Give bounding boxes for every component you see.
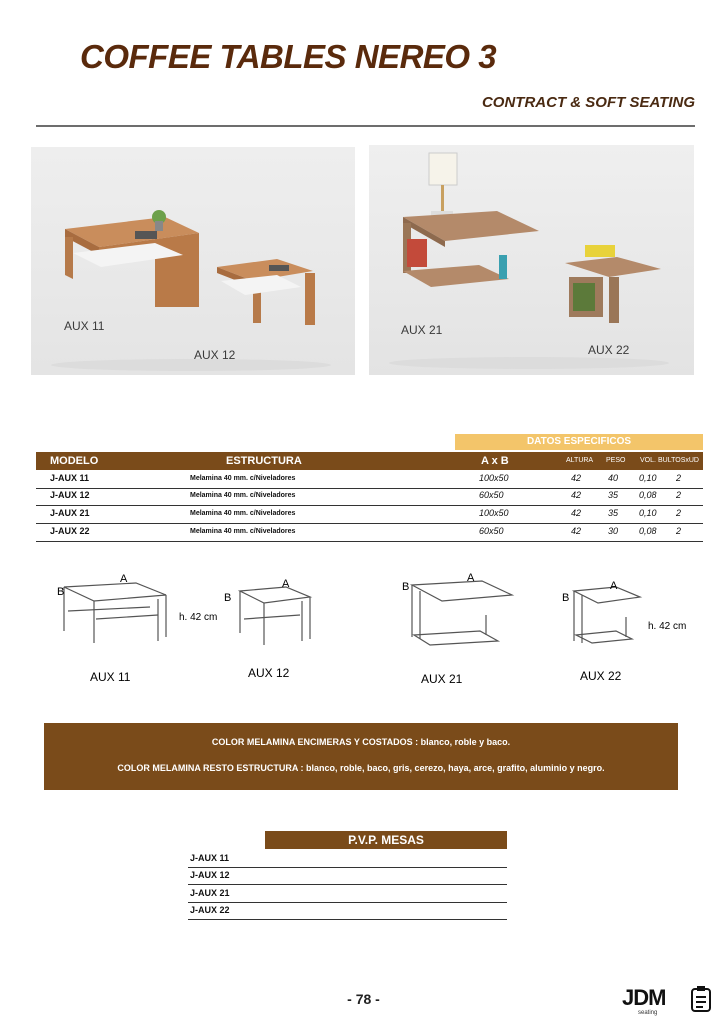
cell-bultos: 2 [676,473,682,483]
cell-bultos: 2 [676,508,682,518]
header-divider [36,125,695,127]
drawing-label: AUX 11 [90,670,131,684]
datos-especificos-header: DATOS ESPECIFICOS [455,434,703,450]
pvp-model: J-AUX 12 [190,870,230,880]
col-vol: VOL. [640,457,656,464]
dim-letter-b: B [562,592,570,604]
cell-ab: 100x50 [479,473,509,483]
pvp-model: J-AUX 11 [190,853,230,863]
drawing-label: AUX 21 [421,672,463,686]
photo-label-aux22: AUX 22 [588,343,630,357]
cell-vol: 0,10 [639,508,657,518]
color-line-encimeras: COLOR MELAMINA ENCIMERAS Y COSTADOS : blanco, roble y baco. [211,737,511,747]
cell-bultos: 2 [676,526,682,536]
cell-peso: 35 [608,490,619,500]
dim-letter-a: A [610,580,618,592]
table-row [36,524,703,542]
table-row [188,902,507,920]
color-options-box [44,723,678,790]
height-note: h. 42 cm [648,621,687,632]
clipboard-icon [690,985,714,1015]
product-photo-aux21-aux22 [369,145,694,375]
dim-letter-b: B [57,586,65,598]
cell-estructura: Melamina 40 mm. c/Niveladores [190,475,296,482]
drawing-label: AUX 12 [248,666,290,680]
dim-letter-a: A [282,578,290,590]
cell-vol: 0,08 [639,490,657,500]
dim-letter-a: A [120,573,128,585]
cell-modelo: J-AUX 11 [50,473,90,483]
photo-label-aux12: AUX 12 [194,348,236,362]
page-title: COFFEE TABLES NEREO 3 [80,38,497,75]
col-estructura: ESTRUCTURA [226,455,302,467]
col-bultos: BULTOSxUD [658,457,699,464]
page-subtitle: CONTRACT & SOFT SEATING [481,94,695,111]
cell-altura: 42 [571,490,582,500]
cell-peso: 35 [608,508,619,518]
color-line-estructura: COLOR MELAMINA RESTO ESTRUCTURA : blanco, roble, baco, gris, cerezo, haya, arce, grafito, aluminio y negro. [117,763,605,773]
cell-altura: 42 [571,508,582,518]
dim-letter-b: B [224,592,232,604]
tables-illustration-2 [369,145,694,375]
cell-altura: 42 [571,526,582,536]
cell-ab: 100x50 [479,508,509,518]
tables-illustration [31,147,355,375]
col-ab: A x B [481,455,509,467]
cell-peso: 40 [608,473,619,483]
dim-letter-b: B [402,581,410,593]
product-photo-aux11-aux12 [31,147,355,375]
pvp-header: P.V.P. MESAS [265,831,507,849]
table-row [188,885,507,903]
spec-table-header [36,452,703,470]
col-peso: PESO [606,457,626,464]
page-number: - 78 - [347,991,380,1007]
table-row [188,850,507,868]
cell-estructura: Melamina 40 mm. c/Niveladores [190,510,296,517]
table-row [36,506,703,524]
cell-estructura: Melamina 40 mm. c/Niveladores [190,492,296,499]
cell-vol: 0,08 [639,526,657,536]
height-note: h. 42 cm [179,612,218,623]
cell-vol: 0,10 [639,473,657,483]
pvp-model: J-AUX 22 [190,905,230,915]
cell-ab: 60x50 [479,526,504,536]
cell-modelo: J-AUX 21 [50,508,90,518]
table-row [36,471,703,489]
cell-estructura: Melamina 40 mm. c/Niveladores [190,528,296,535]
table-row [36,488,703,506]
dim-letter-a: A [467,572,475,584]
cell-bultos: 2 [676,490,682,500]
cell-modelo: J-AUX 12 [50,490,90,500]
photo-label-aux11: AUX 11 [64,319,105,333]
drawing-label: AUX 22 [580,669,622,683]
brand-logo: JDM [622,985,666,1010]
cell-modelo: J-AUX 22 [50,526,90,536]
cell-ab: 60x50 [479,490,504,500]
table-row [188,867,507,885]
pvp-model: J-AUX 21 [190,888,230,898]
col-altura: ALTURA [566,457,594,464]
cell-altura: 42 [571,473,582,483]
dimension-drawings [0,565,727,695]
col-modelo: MODELO [50,455,99,467]
photo-label-aux21: AUX 21 [401,323,443,337]
cell-peso: 30 [608,526,619,536]
brand-logo-subtext: seating [638,1010,658,1016]
